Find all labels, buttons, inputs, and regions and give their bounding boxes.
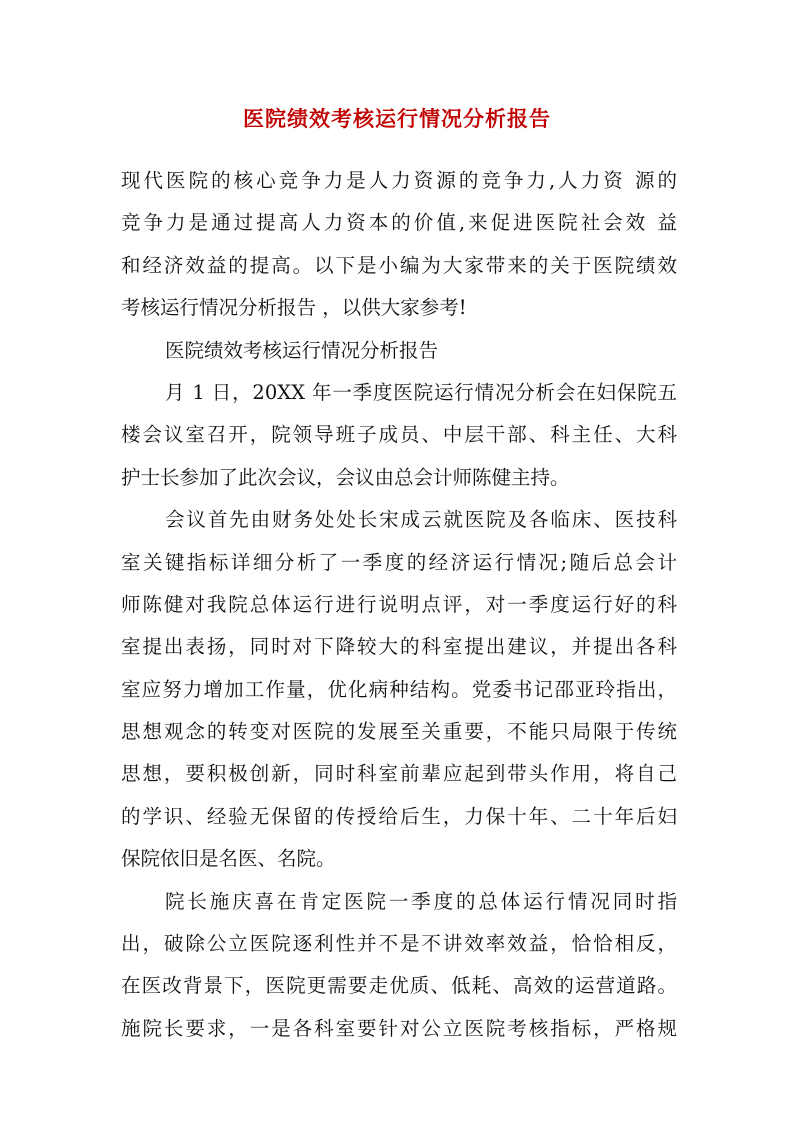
section-heading: 医院绩效考核运行情况分析报告 — [165, 338, 439, 362]
paragraph-line: 楼会议室召开，院领导班子成员、中层干部、科主任、大科 — [121, 423, 677, 447]
paragraph-line: 竞争力是通过提高人力资本的价值,来促进医院社会效 益 — [121, 211, 677, 235]
paragraph-line: 考核运行情况分析报告 ，以供大家参考! — [121, 296, 467, 320]
paragraph-line: 思想，要积极创新，同时科室前辈应起到带头作用，将自己 — [121, 762, 677, 786]
paragraph-line: 会议首先由财务处处长宋成云就医院及各临床、医技科 — [165, 508, 677, 532]
paragraph-line: 保院依旧是名医、名院。 — [121, 847, 336, 871]
paragraph-line: 现代医院的核心竞争力是人力资源的竞争力,人力资 源的 — [121, 169, 677, 192]
paragraph-line: 施院长要求，一是各科室要针对公立医院考核指标，严格规 — [121, 1016, 677, 1040]
paragraph-line: 室应努力增加工作量，优化病种结构。党委书记邵亚玲指出， — [121, 677, 677, 701]
paragraph-line: 室提出表扬，同时对下降较大的科室提出建议，并提出各科 — [121, 635, 677, 659]
paragraph-line: 师陈健对我院总体运行进行说明点评，对一季度运行好的科 — [121, 592, 677, 616]
paragraph-line: 和经济效益的提高。以下是小编为大家带来的关于医院绩效 — [121, 253, 677, 277]
paragraph-line: 室关键指标详细分析了一季度的经济运行情况;随后总会计 — [121, 550, 677, 574]
paragraph-line: 护士长参加了此次会议，会议由总会计师陈健主持。 — [121, 465, 570, 489]
paragraph-line: 出，破除公立医院逐利性并不是不讲效率效益，恰恰相反， — [121, 932, 677, 956]
paragraph-line: 月 1 日，20XX 年一季度医院运行情况分析会在妇保院五 — [165, 380, 677, 404]
paragraph-line: 思想观念的转变对医院的发展至关重要，不能只局限于传统 — [121, 720, 677, 744]
paragraph-line: 的学识、经验无保留的传授给后生，力保十年、二十年后妇 — [121, 804, 677, 828]
paragraph-line: 院长施庆喜在肯定医院一季度的总体运行情况同时指 — [165, 889, 677, 913]
document-title: 医院绩效考核运行情况分析报告 — [243, 106, 551, 131]
document-body — [121, 160, 677, 1050]
paragraph-line: 在医改背景下，医院更需要走优质、低耗、高效的运营道路。 — [121, 974, 677, 998]
